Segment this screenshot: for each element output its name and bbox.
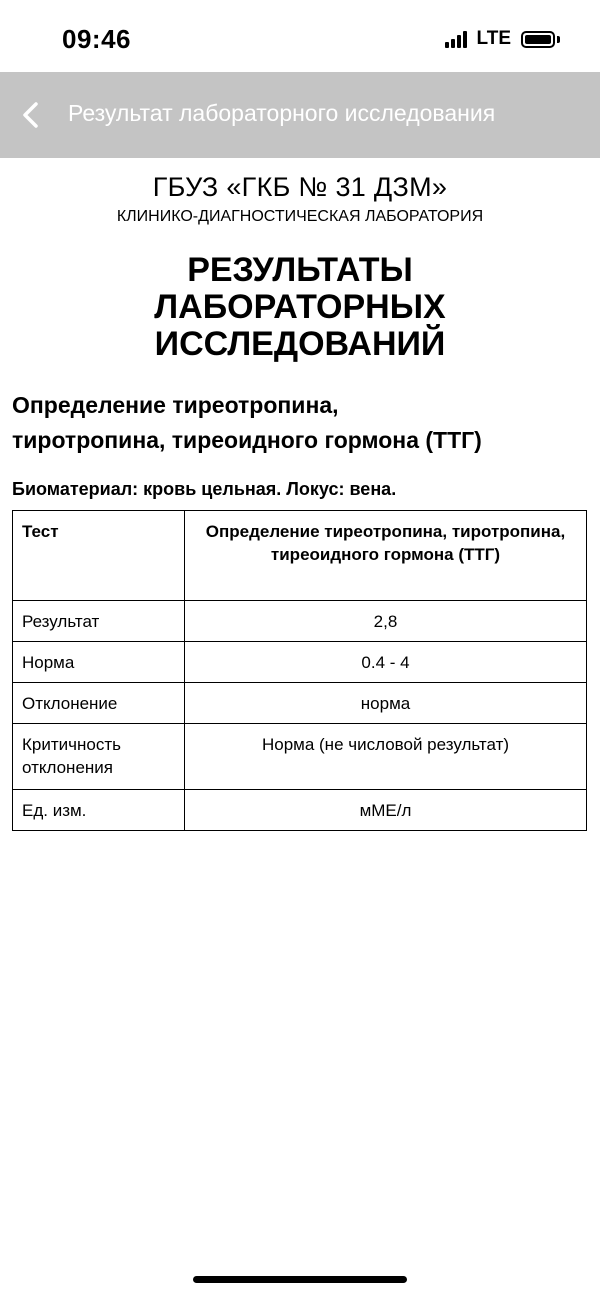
organization-name: ГБУЗ «ГКБ № 31 ДЗМ» — [152, 172, 448, 202]
document-title — [0, 252, 600, 363]
document-title-line: ЛАБОРАТОРНЫХ — [154, 288, 446, 326]
header-value-cell: Определение тиреотропина, тиротропина, тиреоидного гормона (ТТГ) — [185, 511, 587, 601]
biomaterial-info: Биоматериал: кровь цельная. Локус: вена. — [12, 479, 397, 499]
row-value: 0.4 - 4 — [185, 642, 587, 683]
status-indicators — [445, 28, 560, 50]
test-heading-line: тиротропина, тиреоидного гормона (ТТГ) — [12, 427, 482, 453]
table-header-row — [13, 511, 587, 601]
document-title-line: ИССЛЕДОВАНИЙ — [154, 325, 446, 363]
status-bar — [0, 0, 600, 72]
row-label: Ед. изм. — [13, 790, 185, 831]
row-value: норма — [185, 683, 587, 724]
row-value: мМЕ/л — [185, 790, 587, 831]
test-heading — [12, 388, 592, 458]
page-title: Результат лабораторного исследования — [68, 100, 496, 126]
battery-icon — [521, 31, 555, 48]
table-row — [13, 601, 587, 642]
laboratory-name: КЛИНИКО-ДИАГНОСТИЧЕСКАЯ ЛАБОРАТОРИЯ — [116, 208, 484, 225]
row-label: Результат — [13, 601, 185, 642]
battery-cap — [557, 36, 560, 43]
document-title-line: РЕЗУЛЬТАТЫ — [187, 251, 413, 289]
test-heading-line: Определение тиреотропина, — [12, 392, 339, 418]
status-time: 09:46 — [62, 24, 131, 54]
table-row — [13, 790, 587, 831]
navigation-bar — [0, 72, 600, 158]
table-row — [13, 724, 587, 790]
row-label: Отклонение — [13, 683, 185, 724]
results-table — [12, 510, 587, 831]
chevron-left-icon[interactable] — [20, 102, 42, 128]
header-label-cell: Тест — [13, 511, 185, 601]
table-row — [13, 683, 587, 724]
row-label: Критичность отклонения — [13, 724, 185, 790]
network-label: LTE — [476, 28, 511, 49]
signal-icon — [445, 30, 469, 48]
row-value: 2,8 — [185, 601, 587, 642]
row-label: Норма — [13, 642, 185, 683]
table-row — [13, 642, 587, 683]
home-indicator[interactable] — [193, 1276, 407, 1283]
row-value: Норма (не числовой результат) — [185, 724, 587, 790]
